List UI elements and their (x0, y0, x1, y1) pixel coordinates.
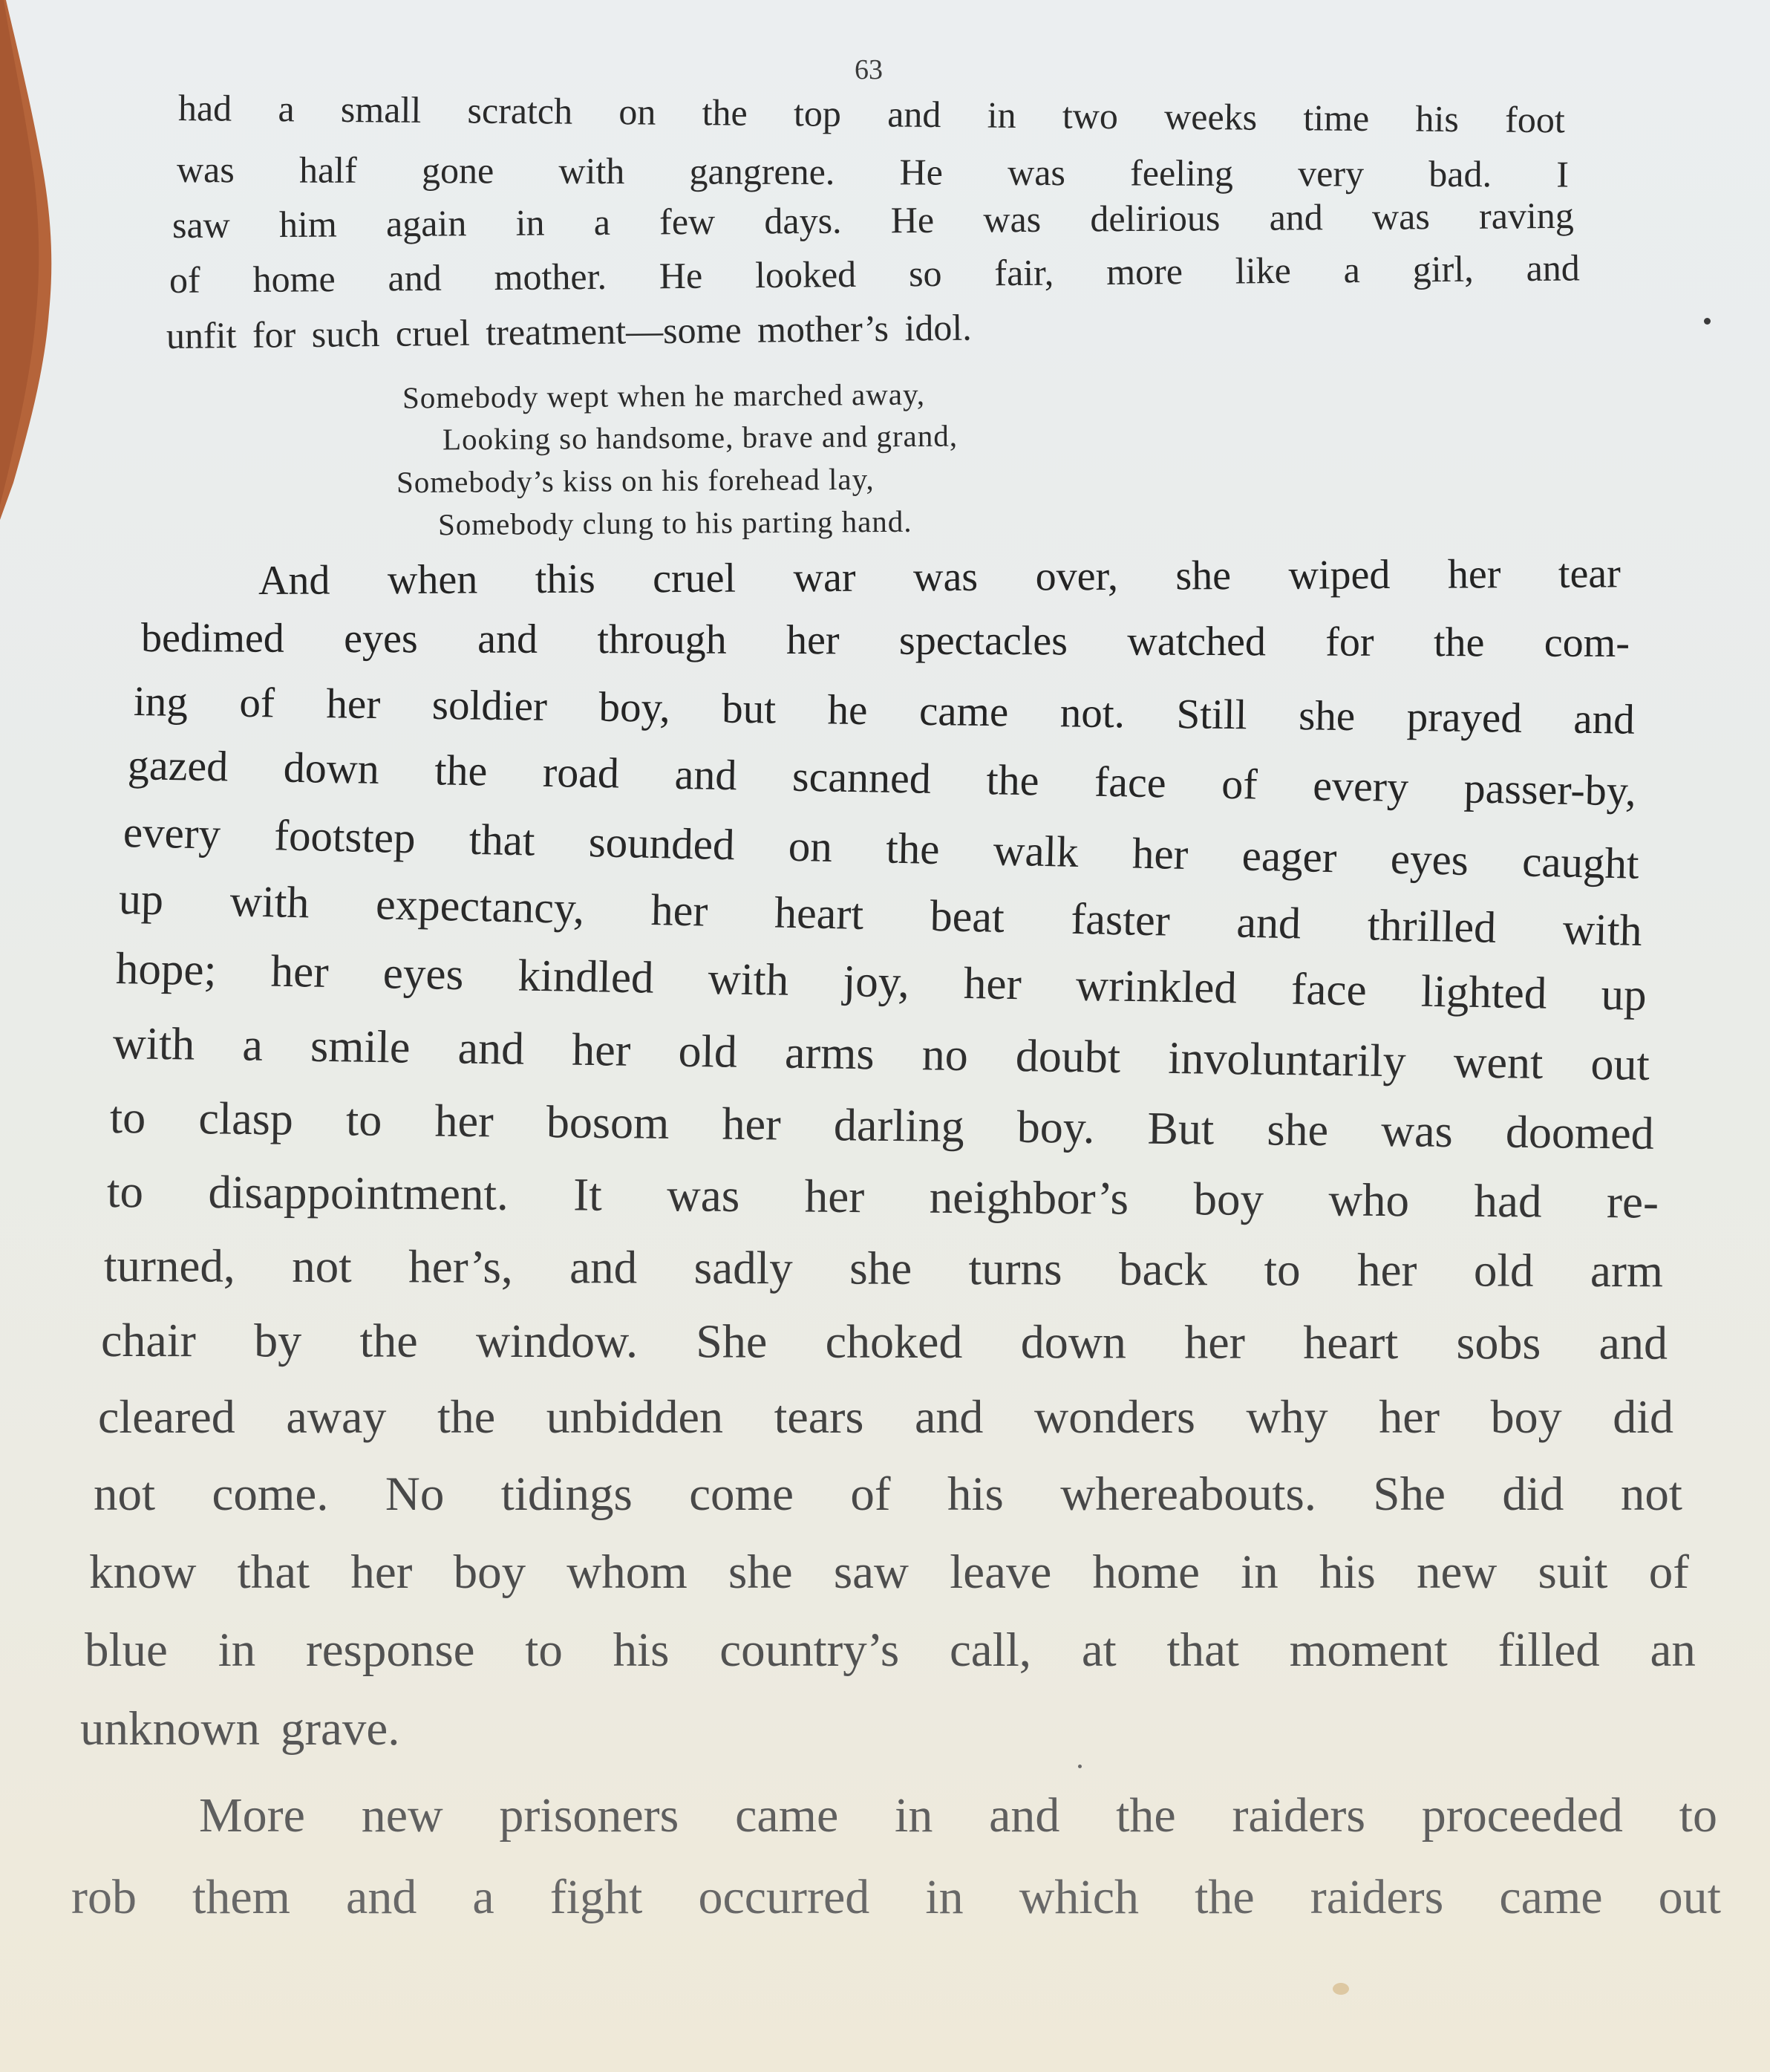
paragraph-2-word: who (1328, 1173, 1410, 1227)
paragraph-2-word: know (89, 1545, 197, 1599)
paragraph-2-word: war (793, 555, 856, 602)
paragraph-1-word: He (899, 151, 943, 193)
paragraph-2-word: boy (1490, 1390, 1562, 1443)
paragraph-1-word: fair, (994, 251, 1054, 294)
paper-stain (1333, 1983, 1349, 1995)
paragraph-2-line-9 (110, 1090, 1655, 1162)
ink-speck-small (1078, 1765, 1082, 1768)
paragraph-1-word: so (908, 252, 942, 295)
paragraph-2-word: back (1118, 1242, 1208, 1296)
paragraph-2-word: of (239, 679, 275, 727)
paragraph-2-word: to (106, 1165, 144, 1218)
poem-line-4: Somebody clung to his parting hand. (437, 504, 912, 542)
paragraph-2-word: beat (930, 890, 1005, 942)
paragraph-1-word: small (340, 88, 422, 131)
paragraph-2-word: and (1573, 695, 1636, 743)
paragraph-1-word: home (252, 258, 336, 301)
paragraph-2-word: darling (833, 1100, 964, 1152)
paragraph-2-word: the (1433, 619, 1485, 666)
paragraph-3-word: occurred (698, 1870, 870, 1925)
paragraph-2-line-8 (112, 1016, 1650, 1092)
paragraph-2-word: her (571, 1024, 631, 1076)
paragraph-2-word: and (1598, 1316, 1668, 1369)
paragraph-2-word: to (109, 1092, 146, 1144)
paragraph-1-word: was (1371, 195, 1430, 238)
paragraph-2-word: sounded (588, 816, 736, 869)
paragraph-2-line-3 (134, 677, 1636, 746)
poem-line-1: Somebody wept when he marched away, (402, 377, 926, 415)
paragraph-3-word: which (1019, 1870, 1140, 1925)
paragraph-2-line-12 (101, 1312, 1668, 1372)
paragraph-2-word: through (597, 616, 727, 664)
paragraph-2-word: arms (784, 1027, 875, 1080)
paragraph-3-word: and (346, 1870, 417, 1925)
paragraph-2-line-10 (107, 1164, 1659, 1231)
paragraph-1-line-3 (172, 193, 1574, 247)
paragraph-2-word: her (434, 1095, 494, 1147)
paragraph-2-word: eyes (382, 948, 464, 1000)
paragraph-1-word: in (987, 94, 1016, 136)
paragraph-2-word: tidings (500, 1467, 633, 1521)
paragraph-2-word: gazed (127, 740, 229, 791)
paragraph-2-word: her’s, (408, 1240, 513, 1294)
paragraph-1-word: bad. (1428, 152, 1492, 195)
paragraph-2-word: by (254, 1313, 302, 1367)
torn-page-edge (0, 0, 89, 535)
paragraph-2-word: out (1590, 1038, 1650, 1090)
paragraph-2-word: of (1648, 1545, 1689, 1599)
paragraph-1-word: gone (421, 149, 494, 192)
paragraph-2-word: her (1379, 1390, 1440, 1443)
paragraph-2-word: leave (950, 1545, 1052, 1599)
paragraph-2-word: eager (1241, 830, 1338, 882)
paragraph-3-line-1 (199, 1786, 1717, 1845)
poem-line-3: Somebody’s kiss on his forehead lay, (396, 462, 875, 500)
paragraph-1-word: on (618, 91, 656, 133)
poem-line-2: Looking so handsome, brave and grand, (442, 418, 959, 457)
paragraph-3-line-2 (71, 1868, 1721, 1926)
paragraph-2-line-13 (98, 1389, 1673, 1446)
paragraph-1-line-4 (169, 245, 1580, 302)
paragraph-1-word: like (1235, 249, 1292, 292)
paragraph-2-word: doubt (1015, 1030, 1121, 1083)
paragraph-1-word: was (983, 198, 1042, 241)
paragraph-1-word: a (278, 88, 295, 130)
paragraph-2-word: moment (1289, 1623, 1448, 1677)
paragraph-2-word: neighbor’s (929, 1170, 1129, 1225)
paragraph-2-word: eyes (344, 616, 418, 662)
paragraph-2-word: Still (1176, 690, 1247, 739)
paragraph-2-line-11 (104, 1238, 1663, 1300)
paragraph-2-word: unbidden (546, 1390, 723, 1443)
paragraph-2-word: had (1474, 1175, 1542, 1228)
paragraph-2-word: in (1241, 1545, 1278, 1599)
paragraph-2-word: up (1600, 970, 1647, 1021)
paragraph-2-word: her (1447, 551, 1501, 599)
paragraph-2-word: come. (212, 1467, 329, 1521)
paragraph-2-word: that (468, 814, 536, 865)
paragraph-2-word: down (283, 743, 380, 794)
paragraph-2-word: he (827, 686, 868, 734)
paragraph-1-word: He (890, 198, 935, 241)
paragraph-2-word: in (218, 1623, 256, 1677)
paragraph-2-word: when (387, 556, 478, 604)
paragraph-2-word: an (1650, 1623, 1696, 1677)
paragraph-3-word: and (989, 1788, 1060, 1843)
paragraph-2-word: her (650, 885, 709, 936)
paragraph-1-word: top (793, 92, 842, 134)
paragraph-2-word: cleared (98, 1390, 235, 1443)
paragraph-2-word: and (569, 1241, 638, 1294)
paragraph-2-word: her (326, 680, 381, 728)
paragraph-2-word: footstep (273, 809, 417, 862)
paragraph-2-word: filled (1498, 1623, 1600, 1677)
paragraph-2-word: faster (1070, 893, 1171, 945)
paragraph-2-word: his (947, 1467, 1004, 1521)
paragraph-2-word: whereabouts. (1060, 1467, 1316, 1521)
paragraph-2-line-14 (94, 1465, 1682, 1523)
paragraph-1-word: very (1298, 152, 1365, 195)
paragraph-2-word: to (1264, 1243, 1301, 1296)
paragraph-2-word: to (345, 1095, 382, 1146)
paragraph-2-word: she (1298, 691, 1356, 740)
paragraph-2-word: ing (133, 677, 189, 726)
paragraph-2-word: a (241, 1020, 264, 1071)
paragraph-2-word: wrinkled (1075, 960, 1238, 1014)
paragraph-2-line-4 (127, 739, 1636, 817)
paragraph-2-word: with (229, 876, 310, 928)
paragraph-2-word: She (696, 1314, 768, 1368)
paragraph-2-word: she (1175, 553, 1232, 599)
paragraph-2-word: over, (1035, 553, 1119, 600)
paragraph-2-word: this (535, 556, 595, 603)
paragraph-1-word: his (1415, 97, 1460, 140)
paragraph-2-word: prayed (1406, 693, 1523, 742)
paragraph-2-word: his (613, 1623, 670, 1677)
paragraph-2-line-17: unknown grave. (80, 1702, 400, 1756)
paragraph-2-word: come (689, 1467, 794, 1521)
paragraph-2-line-1 (258, 550, 1621, 607)
paragraph-3-word: in (925, 1870, 964, 1925)
paragraph-1-word: had (177, 87, 232, 129)
paragraph-3-word: in (895, 1788, 933, 1843)
paragraph-1-word: days. (764, 199, 842, 242)
paragraph-2-word: heart (774, 887, 864, 939)
paragraph-1-word: I (1556, 153, 1570, 195)
paragraph-2-word: tears (774, 1390, 864, 1443)
paragraph-2-word: the (434, 746, 488, 795)
paragraph-2-word: the (885, 823, 941, 873)
paragraph-2-word: not (1620, 1467, 1682, 1521)
paragraph-2-word: up (118, 874, 164, 925)
paragraph-2-word: her (1184, 1315, 1246, 1369)
paragraph-1-word: gangrene. (689, 150, 835, 193)
paragraph-2-word: wiped (1288, 552, 1391, 599)
paragraph-2-word: home (1092, 1545, 1200, 1599)
paragraph-2-word: bedimed (140, 615, 284, 662)
paragraph-2-word: bosom (546, 1096, 670, 1149)
paragraph-2-word: of (850, 1467, 891, 1521)
paragraph-3-word: fight (549, 1870, 643, 1925)
paragraph-2-word: disappointment. (208, 1166, 509, 1220)
paragraph-2-word: But (1147, 1103, 1215, 1155)
paragraph-2-word: no (921, 1029, 969, 1081)
paragraph-2-word: her (1356, 1244, 1417, 1297)
paragraph-2-word: face (1094, 757, 1167, 807)
paragraph-1-word: half (298, 149, 357, 191)
paragraph-2-line-16 (85, 1621, 1696, 1679)
paragraph-3-word: rob (71, 1870, 137, 1925)
paragraph-1-line-1 (178, 85, 1565, 142)
paragraph-2-word: And (258, 557, 330, 605)
paragraph-2-word: away (286, 1390, 387, 1443)
paragraph-2-word: blue (85, 1623, 168, 1677)
paragraph-2-word: with (112, 1017, 195, 1070)
paragraph-2-word: came (918, 687, 1009, 736)
paragraph-2-word: tear (1558, 550, 1621, 598)
paragraph-3-word: to (1679, 1788, 1717, 1843)
paragraph-2-word: It (573, 1168, 602, 1221)
paragraph-2-word: scanned (791, 752, 932, 804)
paragraph-3-word: the (1195, 1870, 1255, 1925)
paragraph-2-word: on (788, 821, 833, 871)
paragraph-2-word: expectancy, (375, 879, 585, 934)
paragraph-1-word: was (1008, 151, 1066, 194)
paragraph-2-word: that (237, 1545, 310, 1599)
paragraph-2-word: suit (1538, 1545, 1608, 1599)
paragraph-2-word: did (1613, 1390, 1673, 1443)
paragraph-2-word: saw (833, 1545, 909, 1599)
paragraph-2-word: her (786, 617, 840, 664)
paragraph-1-word: more (1106, 250, 1183, 293)
paragraph-1-word: few (659, 200, 716, 243)
paragraph-3-word: came (735, 1788, 839, 1843)
paragraph-2-word: went (1453, 1037, 1544, 1089)
paragraph-2-word: was (912, 554, 979, 601)
paragraph-1-word: and (1269, 196, 1323, 238)
paragraph-2-word: thrilled (1367, 900, 1497, 952)
paragraph-2-word: clasp (198, 1093, 294, 1145)
paragraph-2-word: her (963, 959, 1022, 1010)
paragraph-2-word: cruel (652, 556, 737, 602)
paragraph-2-word: of (1221, 759, 1258, 809)
paragraph-2-word: choked (825, 1314, 963, 1368)
paragraph-2-word: her (804, 1170, 865, 1223)
paragraph-2-word: joy, (842, 957, 910, 1009)
paragraph-2-word: road (542, 747, 620, 798)
paragraph-1-word: a (1343, 249, 1361, 291)
ink-speck (1704, 318, 1711, 325)
paragraph-2-word: her (1131, 828, 1189, 879)
paragraph-2-word: and (457, 1023, 525, 1075)
paragraph-1-word: delirious (1090, 197, 1221, 240)
paragraph-2-word: her (722, 1098, 782, 1150)
paragraph-1-word: and (1526, 247, 1581, 290)
paragraph-1-word: foot (1504, 98, 1565, 141)
paragraph-2-word: wonders (1034, 1390, 1195, 1443)
paragraph-2-word: not (94, 1467, 156, 1521)
paragraph-2-word: was (667, 1169, 740, 1222)
paragraph-2-word: involuntarily (1167, 1032, 1407, 1087)
paragraph-2-line-7 (115, 942, 1647, 1023)
paragraph-2-word: hope; (115, 944, 218, 996)
paragraph-1-word: was (176, 149, 235, 191)
paragraph-2-word: the (985, 755, 1039, 805)
paragraph-3-word: a (472, 1870, 494, 1925)
paragraph-1-word: and (388, 256, 442, 299)
paragraph-2-word: at (1081, 1623, 1117, 1677)
paragraph-2-word: she (849, 1242, 912, 1294)
paragraph-1-word: time (1303, 97, 1370, 139)
paragraph-2-line-2 (141, 613, 1630, 668)
paragraph-2-word: that (1166, 1623, 1239, 1677)
paragraph-1-word: weeks (1163, 95, 1258, 138)
paragraph-2-word: heart (1303, 1315, 1399, 1369)
paragraph-2-word: boy. (1016, 1101, 1095, 1153)
paragraph-2-word: but (721, 685, 777, 733)
paragraph-1-word: the (702, 91, 748, 134)
paragraph-2-word: the (437, 1390, 496, 1443)
paragraph-2-word: watched (1127, 619, 1267, 665)
paragraph-2-word: not. (1059, 689, 1126, 737)
paragraph-2-word: soldier (431, 681, 548, 730)
paragraph-3-word: prisoners (499, 1788, 679, 1843)
paragraph-2-word: call, (949, 1623, 1032, 1677)
paragraph-2-word: and (914, 1390, 984, 1443)
paragraph-2-word: passer-by, (1463, 763, 1637, 815)
paragraph-2-word: her (270, 947, 330, 998)
paragraph-2-word: eyes (1390, 833, 1469, 884)
paragraph-3-word: raiders (1232, 1788, 1366, 1843)
paragraph-2-word: new (1417, 1545, 1498, 1599)
paragraph-1-word: of (169, 258, 200, 301)
paragraph-2-word: whom (566, 1545, 688, 1599)
paragraph-2-word: with (1562, 904, 1643, 955)
paragraph-2-word: doomed (1505, 1107, 1655, 1159)
paragraph-2-word: with (708, 954, 789, 1006)
paragraph-1-line-2 (177, 147, 1569, 197)
paragraph-2-word: why (1246, 1390, 1328, 1443)
paragraph-3-word: new (361, 1788, 443, 1843)
paragraph-2-word: turned, (103, 1239, 235, 1292)
paragraph-2-word: She (1373, 1467, 1446, 1521)
paragraph-1-word: and (887, 93, 941, 135)
paragraph-1-word: in (515, 201, 545, 244)
paragraph-1-word: two (1062, 94, 1119, 137)
paragraph-2-word: chair (100, 1313, 196, 1366)
paragraph-2-word: did (1502, 1467, 1564, 1521)
paragraph-1-word: a (593, 201, 611, 244)
paragraph-3-word: the (1116, 1788, 1176, 1843)
paragraph-2-word: kindled (517, 951, 655, 1004)
paragraph-2-word: face (1290, 965, 1368, 1016)
paragraph-2-word: every (1312, 761, 1409, 812)
paragraph-2-word: she (728, 1545, 793, 1599)
paragraph-2-word: old (678, 1026, 738, 1078)
paragraph-2-word: for (1325, 619, 1374, 666)
paragraph-2-word: was (1380, 1105, 1454, 1157)
paragraph-1-word: with (558, 149, 625, 192)
paragraph-1-word: mother. (494, 255, 607, 299)
paragraph-1-word: scratch (467, 89, 573, 132)
paragraph-2-word: sadly (693, 1241, 793, 1294)
paragraph-1-word: feeling (1130, 152, 1234, 194)
paragraph-2-word: country’s (719, 1623, 900, 1677)
paragraph-2-word: lighted (1420, 967, 1547, 1020)
paragraph-3-word: them (192, 1870, 290, 1925)
page-number: 63 (855, 54, 883, 85)
paragraph-2-word: to (525, 1623, 563, 1677)
paragraph-1-word: raving (1478, 194, 1574, 237)
paragraph-2-word: and (1235, 897, 1302, 948)
paragraph-2-word: down (1020, 1314, 1127, 1369)
paragraph-2-word: window. (475, 1314, 639, 1367)
paragraph-2-word: response (306, 1623, 475, 1677)
paragraph-3-word: proceeded (1421, 1788, 1623, 1843)
paragraph-2-word: boy, (598, 683, 671, 732)
paragraph-3-word: raiders (1310, 1870, 1444, 1925)
paragraph-2-word: smile (310, 1020, 411, 1073)
paragraph-2-word: every (123, 807, 221, 859)
paragraph-1-word: him (278, 203, 338, 245)
paragraph-2-word: the (359, 1314, 418, 1367)
paragraph-3-word: More (199, 1788, 305, 1843)
paragraph-2-word: walk (993, 825, 1080, 876)
paragraph-2-word: No (385, 1467, 445, 1521)
paragraph-2-word: caught (1521, 836, 1640, 888)
paragraph-2-word: turns (968, 1242, 1062, 1295)
paragraph-1-word: looked (754, 253, 857, 296)
paragraph-1-word: girl, (1412, 247, 1474, 290)
paragraph-2-word: and (674, 750, 737, 800)
paragraph-2-word: boy (453, 1545, 526, 1599)
paragraph-2-word: re- (1606, 1176, 1659, 1228)
paragraph-2-word: spectacles (898, 617, 1068, 665)
paragraph-1-word: He (659, 254, 703, 297)
paragraph-2-word: com- (1544, 619, 1630, 667)
paragraph-2-word: his (1319, 1545, 1376, 1599)
paragraph-1-word: again (385, 202, 467, 244)
paragraph-3-word: came (1499, 1870, 1603, 1925)
paragraph-1-word: saw (172, 203, 230, 246)
paragraph-2-word: not (292, 1240, 352, 1293)
paragraph-2-word: her (350, 1545, 413, 1599)
paragraph-3-word: out (1658, 1870, 1721, 1925)
paragraph-2-word: arm (1590, 1245, 1664, 1297)
paragraph-2-line-15 (89, 1543, 1689, 1601)
paragraph-1-line-5: unfit for such cruel treatment—some mother’s idol. (166, 306, 972, 356)
paragraph-2-word: boy (1193, 1173, 1264, 1226)
paragraph-2-word: sobs (1456, 1315, 1541, 1369)
paragraph-2-word: old (1473, 1244, 1534, 1297)
paragraph-2-word: and (477, 616, 538, 663)
paragraph-2-word: she (1267, 1104, 1329, 1156)
